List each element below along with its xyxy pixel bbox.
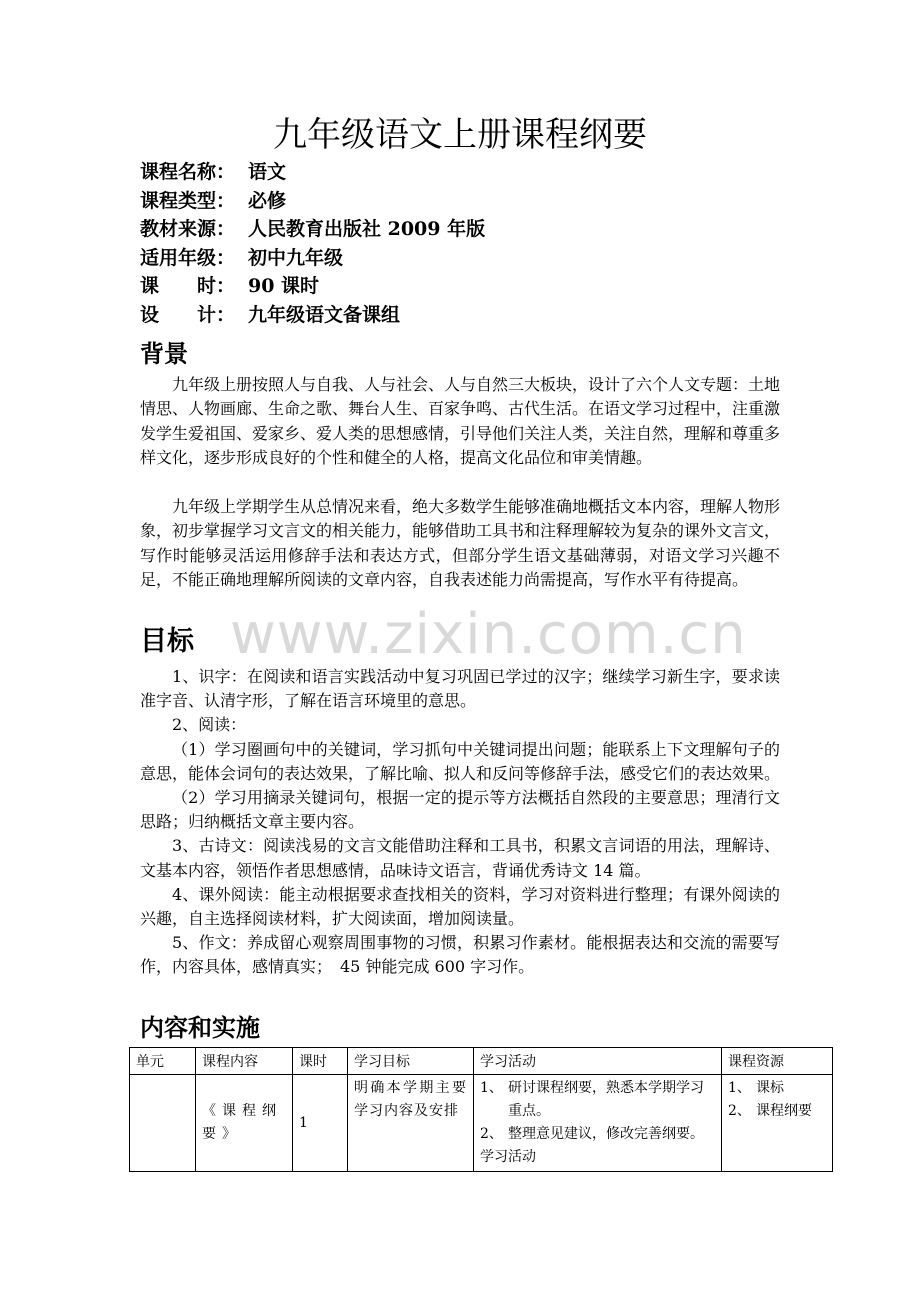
resource-item [728, 1077, 826, 1100]
info-label: 课 时： [140, 275, 236, 298]
table-row [130, 1075, 833, 1172]
goal-item: 5、作文：养成留心观察周围事物的习惯，积累习作素材。能根据表达和交流的需要写作，内容具体，感情真实； 45 钟能完成 600 字习作。 [140, 933, 780, 977]
table-cell-content: 《课程纲要》 [196, 1075, 293, 1172]
resource-number: 1、 [728, 1080, 751, 1096]
info-value: 90 课时 [248, 275, 320, 298]
column-header: 单元 [130, 1048, 196, 1075]
course-info-row [140, 187, 485, 216]
info-value: 语文 [248, 161, 287, 183]
section-heading-background: 背景 [140, 340, 188, 368]
resource-item [728, 1100, 826, 1123]
activity-note: 学习活动 [480, 1149, 536, 1165]
table-cell-hours: 1 [293, 1075, 348, 1172]
column-header: 课时 [293, 1048, 348, 1075]
info-value: 九年级语文备课组 [248, 303, 401, 326]
info-label: 课程类型： [140, 189, 236, 212]
resource-text: 课标 [756, 1080, 784, 1096]
info-label: 教材来源： [140, 218, 236, 241]
resource-number: 2、 [728, 1103, 751, 1119]
background-paragraph: 九年级上册按照人与自我、人与社会、人与自然三大板块，设计了六个人文专题：土地情思、人物画廊、生命之歌、舞台人生、百家争鸣、古代生活。在语文学习过程中，注重激发学生爱祖国、爱家乡、爱人类的思想感情，引导他们关注人类，关注自然，理解和尊重多样文化，逐步形成良好的个性和健全的人格，提高文化品位和审美情趣。 [140, 375, 781, 468]
course-plan-table [129, 1047, 833, 1172]
section-heading-implementation: 内容和实施 [140, 1014, 260, 1042]
info-label: 课程名称： [140, 161, 236, 183]
background-paragraph: 九年级上学期学生从总情况来看，绝大多数学生能够准确地概括文本内容，理解人物形象，初步掌握学习文言文的相关能力，能够借助工具书和注释理解较为复杂的课外文言文，写作时能够灵活运用修辞手法和表达方式，但部分学生语文基础薄弱，对语文学习兴趣不足，不能正确地理解所阅读的文章内容，自我表述能力尚需提高，写作水平有待提高。 [140, 497, 781, 590]
goal-subitem: （2）学习用摘录关键词句，根据一定的提示等方法概括自然段的主要意思；理清行文思路；归纳概括文章主要内容。 [140, 788, 780, 832]
goals-list [140, 665, 780, 980]
course-info-row [140, 244, 485, 273]
resource-text: 课程纲要 [756, 1103, 812, 1119]
info-label: 适用年级： [140, 246, 236, 269]
document-title: 九年级语文上册课程纲要 [273, 115, 647, 155]
goal-item: 1、识字：在阅读和语言实践活动中复习巩固已学过的汉字；继续学习新生字，要求读准字音、认清字形，了解在语言环境里的意思。 [140, 667, 780, 711]
goal-item: 2、阅读： [172, 715, 247, 735]
activity-number: 1、 [480, 1080, 503, 1096]
column-header: 学习活动 [474, 1048, 722, 1075]
activity-item [480, 1077, 715, 1123]
course-info-row [140, 301, 485, 330]
course-info-row [140, 215, 485, 244]
activity-number: 2、 [480, 1126, 503, 1142]
table-header-row [130, 1048, 833, 1075]
goal-item: 3、古诗文：阅读浅易的文言文能借助注释和工具书，积累文言词语的用法，理解诗、文基本内容，领悟作者思想感情，品味诗文语言，背诵优秀诗文 14 篇。 [140, 836, 780, 880]
column-header: 学习目标 [348, 1048, 474, 1075]
activity-text: 整理意见建议，修改完善纲要。 [508, 1126, 704, 1142]
course-info [140, 158, 485, 330]
info-label: 设 计： [140, 303, 236, 326]
table-cell-activities [474, 1075, 722, 1172]
info-value: 必修 [248, 189, 287, 212]
table-cell-resources [722, 1075, 833, 1172]
column-header: 课程资源 [722, 1048, 833, 1075]
activity-item [480, 1123, 715, 1146]
section-heading-goals: 目标 [140, 626, 194, 657]
info-value: 初中九年级 [248, 246, 344, 269]
activity-text: 研讨课程纲要，熟悉本学期学习重点。 [508, 1080, 704, 1119]
course-info-row [140, 158, 485, 187]
goal-subitem: （1）学习圈画句中的关键词，学习抓句中关键词提出问题；能联系上下文理解句子的意思，能体会词句的表达效果，了解比喻、拟人和反问等修辞手法，感受它们的表达效果。 [140, 739, 781, 783]
column-header: 课程内容 [196, 1048, 293, 1075]
goal-item: 4、课外阅读：能主动根据要求查找相关的资料，学习对资料进行整理；有课外阅读的兴趣，自主选择阅读材料，扩大阅读面，增加阅读量。 [140, 884, 780, 929]
info-value: 人民教育出版社 2009 年版 [248, 218, 486, 241]
table-cell-goal: 明确本学期主要学习内容及安排 [348, 1075, 474, 1172]
course-info-row [140, 272, 485, 301]
table-cell-unit [130, 1075, 196, 1172]
watermark: www.zixin.com.cn [230, 602, 747, 667]
